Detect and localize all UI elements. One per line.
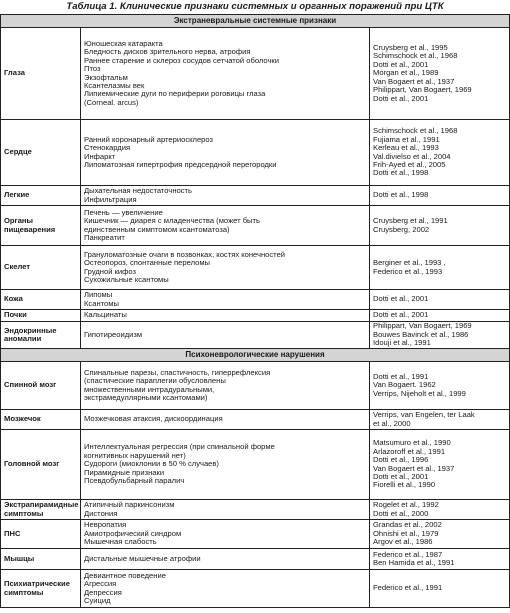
- sign-line: Пирамидные признаки: [84, 467, 165, 477]
- references-cell: [370, 186, 510, 206]
- reference-line: Dotti et al., 2001: [373, 471, 429, 481]
- sign-line: Юношеская катаракта: [84, 38, 163, 48]
- sign-line: Экзофтальм: [84, 72, 128, 82]
- section-header-row: [1, 349, 510, 362]
- table-caption: Таблица 1. Клинические признаки системных и органных поражений при ЦТК: [66, 1, 444, 12]
- sign-line: Амиотрофический синдром: [84, 528, 182, 538]
- reference-line: et al., 2000: [373, 418, 411, 428]
- sign-line: Атипичный паркинсонизм: [84, 500, 175, 510]
- sign-line: Стенокардия: [84, 143, 131, 153]
- sign-line: когнитивных нарушений нет): [84, 450, 186, 460]
- sign-line: единственным симптомом ксантоматоза): [84, 224, 230, 234]
- signs-cell: [81, 28, 370, 120]
- sign-line: Сухожильные ксантомы: [84, 274, 169, 284]
- reference-line: Val.divielso et al., 2004: [373, 151, 451, 161]
- reference-line: Cruysberg, 2002: [373, 224, 430, 234]
- organ-cell: Экстрапирамидные симптомы: [1, 500, 81, 520]
- reference-line: Schimschock et al., 1968: [373, 126, 458, 136]
- references-cell: [370, 290, 510, 310]
- sign-line: Раннее старение и склероз сосудов сетчатой оболочки: [84, 55, 279, 65]
- reference-line: Dotti et al., 2001: [373, 310, 429, 320]
- sign-line: экстрамедуллярными ксантомами): [84, 392, 208, 402]
- references-cell: [370, 310, 510, 322]
- signs-cell: [81, 310, 370, 322]
- signs-cell: [81, 520, 370, 549]
- reference-line: Philippart, Van Bogaert, 1969: [373, 321, 472, 331]
- sign-line: Липоматозная гипертрофия предсердной перегородки: [84, 159, 277, 169]
- clinical-signs-table: [0, 14, 510, 608]
- signs-cell: [81, 246, 370, 290]
- table-row: [1, 120, 510, 186]
- signs-cell: [81, 410, 370, 430]
- organ-cell: Мозжечок: [1, 410, 81, 430]
- sign-line: Агрессия: [84, 579, 117, 589]
- reference-line: Federico et al., 1993: [373, 266, 443, 276]
- section-title: Экстраневральные системные признаки: [1, 15, 510, 28]
- sign-line: Липиемические дуги по периферии роговицы глаза: [84, 89, 266, 99]
- table-row: [1, 206, 510, 246]
- signs-cell: [81, 500, 370, 520]
- reference-line: Dotti et al., 1996: [373, 455, 429, 465]
- organ-cell: Мышцы: [1, 549, 81, 570]
- reference-line: Philippart, Van Bogaert, 1969: [373, 85, 472, 95]
- reference-line: Berginer et al., 1993 ,: [373, 258, 446, 268]
- reference-line: Federico et al., 1991: [373, 583, 443, 593]
- sign-line: Инфаркт: [84, 151, 116, 161]
- reference-line: Van Bogaert et al., 1937: [373, 76, 455, 86]
- table-row: [1, 362, 510, 410]
- references-cell: [370, 500, 510, 520]
- reference-line: Dotti et al., 2001: [373, 294, 429, 304]
- sign-line: Кальцинаты: [84, 310, 127, 320]
- references-cell: [370, 246, 510, 290]
- reference-line: Cruysberg et al., 1995: [373, 43, 448, 53]
- reference-line: Dotti et al., 1991: [373, 371, 429, 381]
- reference-line: Fiorelli et al., 1990: [373, 480, 436, 490]
- signs-cell: [81, 290, 370, 310]
- sign-line: Гипотиреоидизм: [84, 329, 143, 339]
- reference-line: Morgan et al., 1989: [373, 68, 439, 78]
- reference-line: Dotti et al., 2001: [373, 59, 429, 69]
- sign-line: Панкреатит: [84, 232, 125, 242]
- sign-line: Птоз: [84, 64, 101, 74]
- references-cell: [370, 206, 510, 246]
- reference-line: Van Bogaert. 1962: [373, 380, 436, 390]
- reference-line: Van Bogaert et al., 1937: [373, 463, 455, 473]
- reference-line: Frih-Ayed et al., 2005: [373, 159, 446, 169]
- table-row: [1, 186, 510, 206]
- table-row: [1, 410, 510, 430]
- table-row: [1, 430, 510, 500]
- section-title: Психоневрологические нарушения: [1, 349, 510, 362]
- table-row: [1, 322, 510, 349]
- table-row: [1, 28, 510, 120]
- sign-line: Мозжечковая атаксия, дискоординация: [84, 414, 223, 424]
- sign-line: Интеллектуальная регрессия (при спинальной форме: [84, 442, 275, 452]
- sign-line: множественными интрадуральными,: [84, 384, 215, 394]
- organ-cell: Легкие: [1, 186, 81, 206]
- reference-line: Federico et al., 1987: [373, 549, 443, 559]
- reference-line: Ohnishi et al., 1979: [373, 528, 439, 538]
- signs-cell: [81, 570, 370, 608]
- sign-line: (спастические параплегии обусловлены: [84, 376, 226, 386]
- organ-cell: Спинной мозг: [1, 362, 81, 410]
- reference-line: Dotti et al., 1998: [373, 168, 429, 178]
- table-row: [1, 520, 510, 549]
- reference-line: Verrips, Nijeholt et al., 1999: [373, 388, 466, 398]
- sign-line: Ксантомы: [84, 298, 119, 308]
- sign-line: Грудной кифоз: [84, 266, 136, 276]
- reference-line: Verrips, van Engelen, ter Laak: [373, 410, 475, 420]
- sign-line: Псевдобульбарный паралич: [84, 476, 185, 486]
- organ-cell: Органы пищеварения: [1, 206, 81, 246]
- table-row: [1, 549, 510, 570]
- sign-line: Инфильтрация: [84, 194, 137, 204]
- reference-line: Idouji et al., 1991: [373, 338, 431, 348]
- table-row: [1, 290, 510, 310]
- references-cell: [370, 430, 510, 500]
- reference-line: Dotti et al., 2000: [373, 508, 429, 518]
- references-cell: [370, 570, 510, 608]
- table-row: [1, 500, 510, 520]
- sign-line: Суицид: [84, 595, 111, 605]
- sign-line: Девиантное поведение: [84, 570, 166, 580]
- table-row: [1, 246, 510, 290]
- organ-cell: Психиатрические симптомы: [1, 570, 81, 608]
- organ-cell: Кожа: [1, 290, 81, 310]
- reference-line: Argov et al., 1986: [373, 537, 433, 547]
- references-cell: [370, 322, 510, 349]
- sign-line: Грануломатозные очаги в позвонках, костях конечностей: [84, 249, 286, 259]
- sign-line: Спинальные парезы, спастичность, гиперрефлексия: [84, 367, 271, 377]
- signs-cell: [81, 430, 370, 500]
- reference-line: Ben Hamida et al., 1991: [373, 558, 455, 567]
- reference-line: Fujiama et al., 1991: [373, 134, 440, 144]
- organ-cell: Головной мозг: [1, 430, 81, 500]
- references-cell: [370, 549, 510, 570]
- sign-line: (Corneal. arcus): [84, 97, 139, 107]
- signs-cell: [81, 549, 370, 570]
- section-header-row: [1, 15, 510, 28]
- sign-line: Мышечная слабость: [84, 537, 157, 547]
- sign-line: Судороги (миоклонии в 50 % случаев): [84, 459, 219, 469]
- reference-line: Dotti et al., 1998: [373, 190, 429, 200]
- table-row: [1, 310, 510, 322]
- reference-line: Bouwes Bavinck et al., 1986: [373, 329, 469, 339]
- sign-line: Ранний коронарный артериосклероз: [84, 134, 214, 144]
- references-cell: [370, 120, 510, 186]
- references-cell: [370, 362, 510, 410]
- reference-line: Matsumuro et al., 1990: [373, 438, 451, 448]
- reference-line: Grandas et al., 2002: [373, 520, 442, 530]
- sign-line: Печень — увеличение: [84, 207, 163, 217]
- signs-cell: [81, 206, 370, 246]
- sign-line: Дистония: [84, 508, 118, 518]
- references-cell: [370, 520, 510, 549]
- sign-line: Остеопороз, спонтанные переломы: [84, 258, 211, 268]
- organ-cell: Скелет: [1, 246, 81, 290]
- sign-line: Дистальные мышечные атрофии: [84, 553, 201, 563]
- reference-line: Kerleau et al., 1993: [373, 143, 439, 153]
- signs-cell: [81, 120, 370, 186]
- reference-line: Schimschock et al., 1968: [373, 51, 458, 61]
- organ-cell: ПНС: [1, 520, 81, 549]
- signs-cell: [81, 186, 370, 206]
- references-cell: [370, 28, 510, 120]
- sign-line: Дыхательная недостаточность: [84, 186, 192, 196]
- reference-line: Rogelet et al., 1992: [373, 500, 439, 510]
- references-cell: [370, 410, 510, 430]
- reference-line: Arlazoroff et al., 1991: [373, 446, 446, 456]
- sign-line: Бледность дисков зрительного нерва, атрофия: [84, 47, 251, 57]
- signs-cell: [81, 362, 370, 410]
- reference-line: Cruysberg et al., 1991: [373, 216, 448, 226]
- sign-line: Липомы: [84, 290, 113, 300]
- table-row: [1, 570, 510, 608]
- sign-line: Депрессия: [84, 587, 122, 597]
- organ-cell: Сердце: [1, 120, 81, 186]
- signs-cell: [81, 322, 370, 349]
- organ-cell: Глаза: [1, 28, 81, 120]
- reference-line: Dotti et al., 2001: [373, 93, 429, 103]
- organ-cell: Почки: [1, 310, 81, 322]
- sign-line: Ксантелазмы век: [84, 80, 145, 90]
- sign-line: Кишечник — диарея с младенчества (может быть: [84, 216, 260, 226]
- sign-line: Невропатия: [84, 520, 127, 530]
- organ-cell: Эндокринные аномалии: [1, 322, 81, 349]
